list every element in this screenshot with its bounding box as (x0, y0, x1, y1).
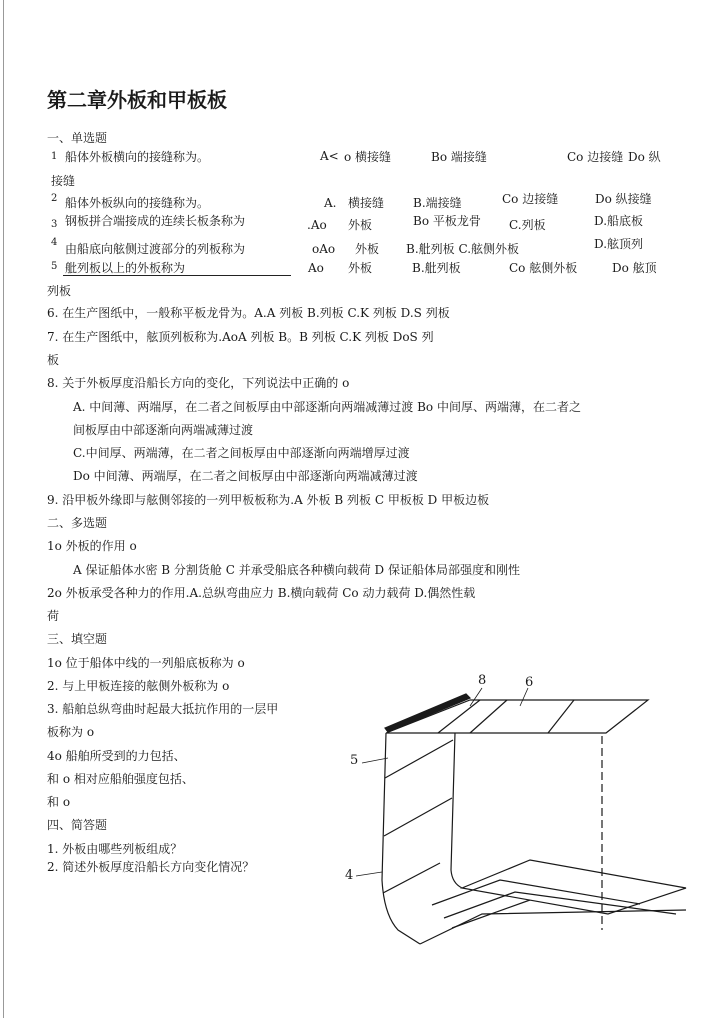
mc-q2-text: 2o 外板承受各种力的作用.A.总纵弯曲应力 B.横向载荷 Co 动力载荷 D.偶然性载 (47, 586, 476, 600)
q5-continuation: 列板 (47, 284, 72, 298)
fb-q4-line2: 和 o 相对应船舶强度包括、 (47, 772, 194, 786)
q3-text: 钢板拼合端接成的连续长板条称为 (65, 214, 246, 228)
q1-option-a: o 横接缝 (344, 150, 392, 164)
q8-option-c: C.中间厚、两端薄，在二者之间板厚由中部逐渐向两端增厚过渡 (73, 446, 410, 460)
figure-label-4: 4 (345, 868, 354, 883)
mc-q1-options: A 保证船体水密 B 分割货舱 C 并承受船底各种横向载荷 D 保证船体局部强度和刚性 (73, 563, 520, 577)
bottom-edge (420, 910, 686, 944)
q5-option-b: B.舭列板 (412, 261, 461, 275)
label-5-leader (362, 758, 388, 763)
q9-text: 9. 沿甲板外缘即与舷侧邻接的一列甲板板称为.A 外板 B 列板 C 甲板板 D 甲板边板 (47, 493, 490, 507)
q8-option-d: Do 中间薄、两端厚，在二者之间板厚由中部逐渐向两端减薄过渡 (73, 469, 418, 483)
q2-option-a-label: A. (324, 196, 337, 210)
page-title: 第二章外板和甲板板 (47, 88, 227, 112)
mc-q2-continuation: 荷 (47, 609, 60, 623)
q8-option-ab: A. 中间薄、两端厚，在二者之间板厚由中部逐渐向两端减薄过渡 Bo 中间厚、两端薄，在二者之 (73, 400, 581, 414)
bottom-plate-outline (462, 860, 686, 914)
q3-option-b: Bo 平板龙骨 (413, 214, 481, 228)
q5-number: 5 (51, 261, 58, 272)
fb-q1-text: 1o 位于船体中线的一列船底板称为 o (47, 656, 245, 670)
q1-continuation: 接缝 (51, 174, 76, 188)
section-heading-multi-choice: 二、多选题 (47, 516, 108, 530)
q2-option-c: Co 边接缝 (502, 192, 559, 206)
q2-option-d: Do 纵接缝 (595, 192, 652, 206)
q1-number: 1 (51, 151, 58, 162)
q4-number: 4 (51, 237, 58, 248)
figure-label-6: 6 (525, 675, 534, 690)
fb-q4-line3: 和 o (47, 795, 71, 809)
q4-option-a: 外板 (355, 242, 380, 256)
side-seam (385, 740, 453, 778)
hull-side-inner (451, 733, 462, 888)
q5-option-a-label: Ao (308, 261, 324, 275)
q4-option-a-label: oAo (312, 242, 336, 256)
sa-q2-text: 2. 简述外板厚度沿船长方向变化情况？ (47, 860, 255, 874)
q4-option-bc: B.舭列板 C.舷侧外板 (406, 242, 520, 256)
q2-option-b: B.端接缝 (413, 196, 462, 210)
q3-option-a: 外板 (348, 218, 373, 232)
q3-number: 3 (51, 219, 58, 230)
deck-edge-strip (385, 694, 470, 732)
fb-q3-text: 3. 船舶总纵弯曲时起最大抵抗作用的一层甲 (47, 702, 279, 716)
fb-q4-text: 4o 船舶所受到的力包括、 (47, 749, 186, 763)
q3-option-c: C.列板 (509, 218, 546, 232)
section-heading-single-choice: 一、单选题 (47, 131, 108, 145)
q1-option-b: Bo 端接缝 (431, 150, 487, 164)
hull-side-outer (382, 733, 420, 944)
section-heading-fill-blank: 三、填空题 (47, 632, 108, 646)
q8-option-b-cont: 间板厚由中部逐渐向两端减薄过渡 (73, 423, 254, 437)
deck-seam (548, 700, 574, 733)
section-heading-short-answer: 四、简答题 (47, 818, 108, 832)
q1-option-c: Co 边接缝 (567, 150, 624, 164)
bottom-seam (452, 900, 530, 928)
side-seam (383, 863, 440, 893)
q5-option-d: Do 舷顶 (612, 261, 657, 275)
fb-q3-continuation: 板称为 o (47, 725, 95, 739)
q1-option-a-label: A< (320, 149, 339, 163)
q5-text: 舭列板以上的外板称为 (65, 261, 186, 275)
q8-text: 8. 关于外板厚度沿船长方向的变化，下列说法中正确的 o (47, 376, 350, 390)
mc-q1-text: 1o 外板的作用 o (47, 539, 137, 553)
figure-label-5: 5 (350, 753, 359, 768)
fb-q2-text: 2. 与上甲板连接的舷侧外板称为 o (47, 679, 230, 693)
q5-option-c: Co 舷侧外板 (509, 261, 578, 275)
q7-text: 7. 在生产图纸中，舷顶列板称为.AoA 列板 B。B 列板 C.K 列板 DoS 列 (47, 330, 434, 344)
q2-text: 船体外板纵向的接缝称为。 (65, 196, 210, 210)
q2-option-a: 横接缝 (348, 196, 385, 210)
label-4-leader (356, 872, 382, 876)
side-seam (384, 798, 452, 836)
q2-number: 2 (51, 193, 58, 204)
q3-option-a-label: .Ao (307, 218, 327, 232)
q3-option-d: D.船底板 (594, 214, 644, 228)
sa-q1-text: 1. 外板由哪些列板组成？ (47, 842, 183, 856)
label-6-leader (520, 688, 528, 706)
q5-option-a: 外板 (348, 261, 373, 275)
q4-option-d: D.舷顶列 (594, 237, 644, 251)
q1-text: 船体外板横向的接缝称为。 (65, 150, 210, 164)
figure-label-8: 8 (478, 673, 487, 688)
q6-text: 6. 在生产图纸中，一般称平板龙骨为。A.A 列板 B.列板 C.K 列板 D.S 列板 (47, 306, 450, 320)
deck-seam (470, 700, 507, 733)
q7-continuation: 板 (47, 353, 60, 367)
q4-text: 由船底向舷侧过渡部分的列板称为 (65, 242, 246, 256)
q1-option-d: Do 纵 (628, 150, 661, 164)
